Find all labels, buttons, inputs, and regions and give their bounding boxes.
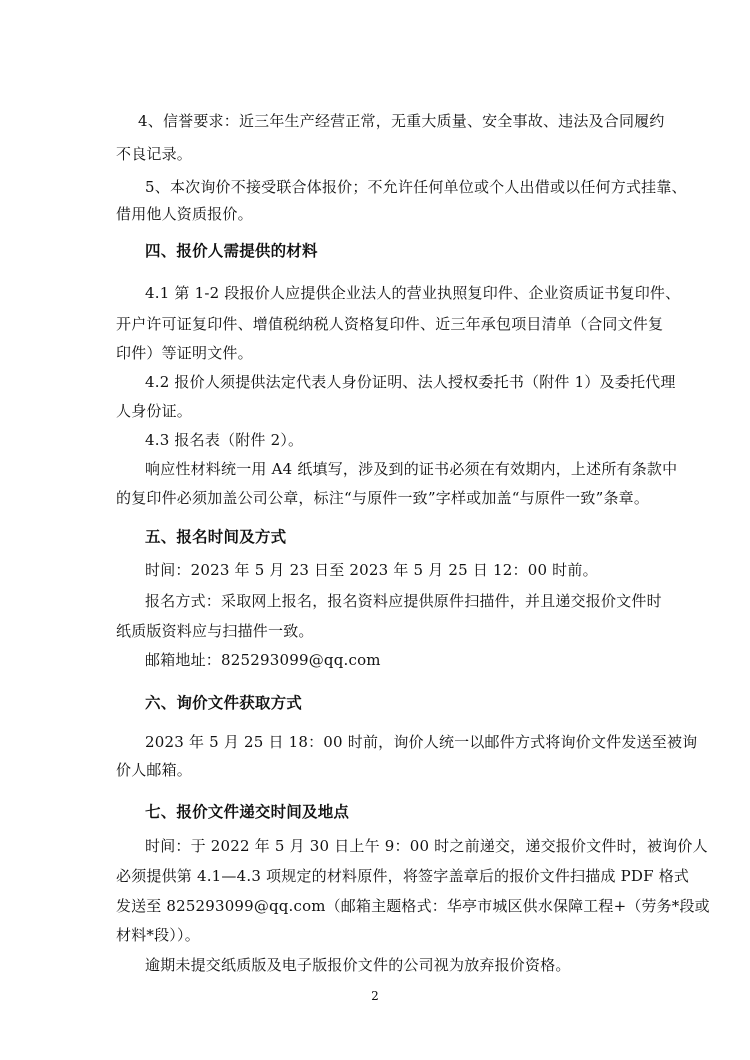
paragraph-line: 印件）等证明文件。 [116, 344, 253, 362]
paragraph-line: 4.2 报价人须提供法定代表人身份证明、法人授权委托书（附件 1）及委托代理 [145, 373, 676, 391]
paragraph-line: 时间：2023 年 5 月 23 日至 2023 年 5 月 25 日 12：00 时前。 [145, 561, 598, 579]
paragraph-line: 开户许可证复印件、增值税纳税人资格复印件、近三年承包项目清单（合同文件复 [116, 315, 664, 333]
section-heading: 四、报价人需提供的材料 [145, 241, 318, 260]
paragraph-line: 不良记录。 [116, 145, 193, 163]
section-heading: 六、询价文件获取方式 [145, 693, 303, 712]
paragraph-line: 响应性材料统一用 A4 纸填写，涉及到的证书必须在有效期内，上述所有条款中 [145, 460, 678, 478]
paragraph-line: 时间：于 2022 年 5 月 30 日上午 9：00 时之前递交，递交报价文件时，被询价人 [145, 837, 708, 855]
page-number: 2 [371, 989, 379, 1003]
paragraph-line: 的复印件必须加盖公司公章，标注“与原件一致”字样或加盖“与原件一致”条章。 [116, 489, 650, 507]
paragraph-line: 必须提供第 4.1—4.3 项规定的材料原件，将签字盖章后的报价文件扫描成 PDF 格式 [116, 867, 690, 885]
paragraph-line: 借用他人资质报价。 [116, 205, 253, 223]
section-heading: 五、报名时间及方式 [145, 527, 287, 546]
paragraph-line: 人身份证。 [116, 402, 193, 420]
paragraph-line: 5、本次询价不接受联合体报价；不允许任何单位或个人出借或以任何方式挂靠、 [145, 178, 687, 196]
paragraph-line: 发送至 825293099@qq.com（邮箱主题格式：华亭市城区供水保障工程+（劳务*段或 [116, 897, 710, 915]
paragraph-line: 2023 年 5 月 25 日 18：00 时前，询价人统一以邮件方式将询价文件发送至被询 [145, 733, 698, 751]
paragraph-line: 4、信誉要求：近三年生产经营正常，无重大质量、安全事故、违法及合同履约 [138, 112, 665, 130]
email-line: 邮箱地址：825293099@qq.com [145, 651, 381, 669]
section-heading: 七、报价文件递交时间及地点 [145, 802, 350, 821]
paragraph-line: 价人邮箱。 [116, 761, 193, 779]
paragraph-line: 逾期未提交纸质版及电子版报价文件的公司视为放弃报价资格。 [145, 956, 571, 974]
paragraph-line: 纸质版资料应与扫描件一致。 [116, 622, 314, 640]
paragraph-line: 4.1 第 1-2 段报价人应提供企业法人的营业执照复印件、企业资质证书复印件、 [145, 284, 681, 302]
paragraph-line: 4.3 报名表（附件 2）。 [145, 431, 304, 449]
paragraph-line: 报名方式：采取网上报名，报名资料应提供原件扫描件，并且递交报价文件时 [145, 592, 662, 610]
paragraph-line: 材料*段））。 [116, 926, 200, 944]
